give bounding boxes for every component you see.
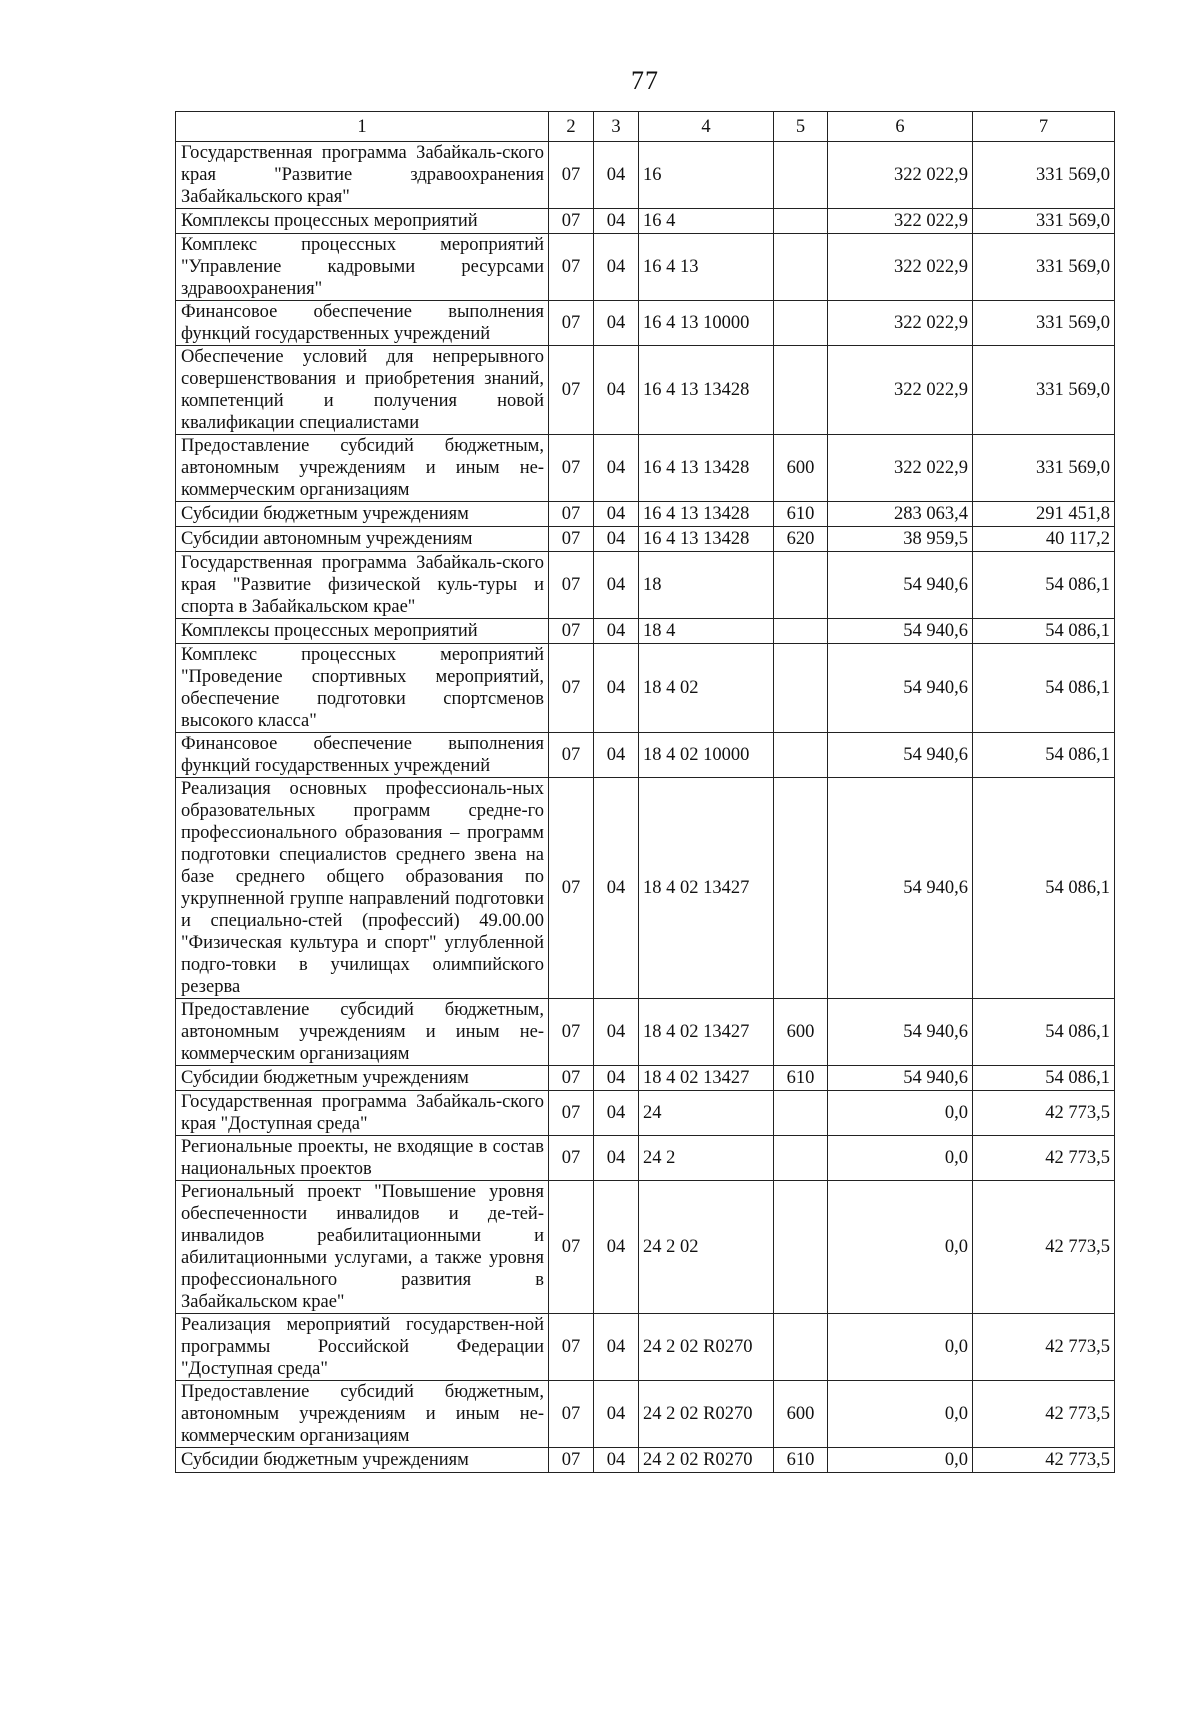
subsection-code: 04 xyxy=(594,301,639,346)
item-name: Субсидии бюджетным учреждениям xyxy=(176,1066,549,1091)
amount-column-6: 0,0 xyxy=(828,1181,973,1314)
target-article-code: 18 4 02 13427 xyxy=(639,1066,774,1091)
item-name: Финансовое обеспечение выполнения функций государственных учреждений xyxy=(176,301,549,346)
column-header-6: 6 xyxy=(828,112,973,142)
section-code: 07 xyxy=(549,644,594,733)
expense-type-code: 610 xyxy=(774,502,828,527)
column-header-5: 5 xyxy=(774,112,828,142)
section-code: 07 xyxy=(549,209,594,234)
amount-column-7: 42 773,5 xyxy=(973,1091,1115,1136)
section-code: 07 xyxy=(549,301,594,346)
item-name: Реализация основных профессиональ-ных образовательных программ средне-го профессионального образования – программ подготовки специалистов среднего звена на базе среднего общего образования по укрупненной группе направлений подготовки и специально-стей (профессий) 49.00.00 "Физическая культура и спорт" углубленной подго-товки в училищах олимпийского резерва xyxy=(176,778,549,999)
target-article-code: 18 4 02 13427 xyxy=(639,999,774,1066)
subsection-code: 04 xyxy=(594,346,639,435)
section-code: 07 xyxy=(549,1066,594,1091)
subsection-code: 04 xyxy=(594,733,639,778)
table-row xyxy=(176,234,1115,301)
amount-column-7: 331 569,0 xyxy=(973,435,1115,502)
amount-column-7: 42 773,5 xyxy=(973,1136,1115,1181)
target-article-code: 16 4 13 13428 xyxy=(639,527,774,552)
amount-column-7: 331 569,0 xyxy=(973,346,1115,435)
column-header-7: 7 xyxy=(973,112,1115,142)
subsection-code: 04 xyxy=(594,1136,639,1181)
amount-column-7: 331 569,0 xyxy=(973,209,1115,234)
column-header-4: 4 xyxy=(639,112,774,142)
amount-column-7: 42 773,5 xyxy=(973,1181,1115,1314)
table-row xyxy=(176,733,1115,778)
expense-type-code xyxy=(774,619,828,644)
subsection-code: 04 xyxy=(594,142,639,209)
expense-type-code: 620 xyxy=(774,527,828,552)
table-row xyxy=(176,209,1115,234)
section-code: 07 xyxy=(549,1181,594,1314)
table-row xyxy=(176,1136,1115,1181)
target-article-code: 18 xyxy=(639,552,774,619)
expense-type-code xyxy=(774,1091,828,1136)
section-code: 07 xyxy=(549,1136,594,1181)
amount-column-7: 331 569,0 xyxy=(973,234,1115,301)
expense-type-code: 600 xyxy=(774,1381,828,1448)
expense-type-code: 610 xyxy=(774,1066,828,1091)
expense-type-code xyxy=(774,552,828,619)
target-article-code: 16 xyxy=(639,142,774,209)
header-row xyxy=(176,112,1115,142)
expense-type-code xyxy=(774,234,828,301)
expense-type-code xyxy=(774,778,828,999)
section-code: 07 xyxy=(549,733,594,778)
target-article-code: 18 4 02 13427 xyxy=(639,778,774,999)
target-article-code: 24 2 02 R0270 xyxy=(639,1314,774,1381)
amount-column-6: 283 063,4 xyxy=(828,502,973,527)
expense-type-code xyxy=(774,1314,828,1381)
target-article-code: 16 4 13 xyxy=(639,234,774,301)
table-row xyxy=(176,1448,1115,1473)
expense-type-code xyxy=(774,644,828,733)
amount-column-6: 322 022,9 xyxy=(828,301,973,346)
item-name: Комплекс процессных мероприятий "Проведение спортивных мероприятий, обеспечение подготовки спортсменов высокого класса" xyxy=(176,644,549,733)
table-body xyxy=(176,142,1115,1473)
item-name: Субсидии бюджетным учреждениям xyxy=(176,1448,549,1473)
item-name: Региональные проекты, не входящие в состав национальных проектов xyxy=(176,1136,549,1181)
table-row xyxy=(176,1066,1115,1091)
amount-column-6: 0,0 xyxy=(828,1381,973,1448)
amount-column-6: 0,0 xyxy=(828,1448,973,1473)
table-row xyxy=(176,1314,1115,1381)
section-code: 07 xyxy=(549,142,594,209)
subsection-code: 04 xyxy=(594,527,639,552)
item-name: Государственная программа Забайкаль-ского края "Доступная среда" xyxy=(176,1091,549,1136)
page-number: 77 xyxy=(631,66,659,95)
target-article-code: 18 4 xyxy=(639,619,774,644)
subsection-code: 04 xyxy=(594,1181,639,1314)
expense-type-code xyxy=(774,1181,828,1314)
amount-column-7: 42 773,5 xyxy=(973,1381,1115,1448)
subsection-code: 04 xyxy=(594,619,639,644)
amount-column-6: 54 940,6 xyxy=(828,552,973,619)
table-row xyxy=(176,619,1115,644)
item-name: Предоставление субсидий бюджетным, автономным учреждениям и иным не-коммерческим организациям xyxy=(176,999,549,1066)
section-code: 07 xyxy=(549,1381,594,1448)
item-name: Комплекс процессных мероприятий "Управление кадровыми ресурсами здравоохранения" xyxy=(176,234,549,301)
table-row xyxy=(176,778,1115,999)
amount-column-7: 54 086,1 xyxy=(973,552,1115,619)
section-code: 07 xyxy=(549,619,594,644)
amount-column-6: 322 022,9 xyxy=(828,435,973,502)
item-name: Реализация мероприятий государствен-ной программы Российской Федерации "Доступная среда" xyxy=(176,1314,549,1381)
target-article-code: 16 4 13 10000 xyxy=(639,301,774,346)
budget-table xyxy=(175,111,1115,1473)
item-name: Предоставление субсидий бюджетным, автономным учреждениям и иным не-коммерческим организациям xyxy=(176,435,549,502)
subsection-code: 04 xyxy=(594,1381,639,1448)
amount-column-7: 54 086,1 xyxy=(973,644,1115,733)
column-header-1: 1 xyxy=(176,112,549,142)
table-row xyxy=(176,999,1115,1066)
amount-column-7: 54 086,1 xyxy=(973,733,1115,778)
target-article-code: 16 4 13 13428 xyxy=(639,435,774,502)
table-header xyxy=(176,112,1115,142)
target-article-code: 24 2 02 R0270 xyxy=(639,1381,774,1448)
section-code: 07 xyxy=(549,1091,594,1136)
subsection-code: 04 xyxy=(594,999,639,1066)
item-name: Обеспечение условий для непрерывного совершенствования и приобретения знаний, компетенций и получения новой квалификации специалистами xyxy=(176,346,549,435)
target-article-code: 16 4 13 13428 xyxy=(639,346,774,435)
item-name: Региональный проект "Повышение уровня обеспеченности инвалидов и де-тей-инвалидов реабилитационными и абилитационными услугами, а также уровня профессионального развития в Забайкальском крае" xyxy=(176,1181,549,1314)
item-name: Государственная программа Забайкаль-ского края "Развитие здравоохранения Забайкальского края" xyxy=(176,142,549,209)
amount-column-7: 54 086,1 xyxy=(973,1066,1115,1091)
subsection-code: 04 xyxy=(594,1091,639,1136)
target-article-code: 18 4 02 xyxy=(639,644,774,733)
expense-type-code xyxy=(774,301,828,346)
amount-column-7: 42 773,5 xyxy=(973,1448,1115,1473)
amount-column-7: 40 117,2 xyxy=(973,527,1115,552)
table-row xyxy=(176,552,1115,619)
expense-type-code: 610 xyxy=(774,1448,828,1473)
subsection-code: 04 xyxy=(594,435,639,502)
table-row xyxy=(176,301,1115,346)
target-article-code: 16 4 13 13428 xyxy=(639,502,774,527)
amount-column-6: 54 940,6 xyxy=(828,733,973,778)
expense-type-code xyxy=(774,142,828,209)
amount-column-7: 331 569,0 xyxy=(973,301,1115,346)
section-code: 07 xyxy=(549,552,594,619)
amount-column-7: 54 086,1 xyxy=(973,619,1115,644)
section-code: 07 xyxy=(549,778,594,999)
amount-column-6: 322 022,9 xyxy=(828,142,973,209)
amount-column-6: 322 022,9 xyxy=(828,209,973,234)
amount-column-6: 54 940,6 xyxy=(828,999,973,1066)
section-code: 07 xyxy=(549,1314,594,1381)
amount-column-6: 54 940,6 xyxy=(828,1066,973,1091)
table-row xyxy=(176,1181,1115,1314)
table-row xyxy=(176,1381,1115,1448)
amount-column-7: 42 773,5 xyxy=(973,1314,1115,1381)
target-article-code: 24 2 02 xyxy=(639,1181,774,1314)
table-row xyxy=(176,644,1115,733)
subsection-code: 04 xyxy=(594,552,639,619)
section-code: 07 xyxy=(549,527,594,552)
expense-type-code: 600 xyxy=(774,999,828,1066)
item-name: Субсидии бюджетным учреждениям xyxy=(176,502,549,527)
table-row xyxy=(176,346,1115,435)
item-name: Комплексы процессных мероприятий xyxy=(176,619,549,644)
amount-column-6: 54 940,6 xyxy=(828,778,973,999)
item-name: Субсидии автономным учреждениям xyxy=(176,527,549,552)
column-header-3: 3 xyxy=(594,112,639,142)
item-name: Предоставление субсидий бюджетным, автономным учреждениям и иным не-коммерческим организациям xyxy=(176,1381,549,1448)
amount-column-6: 0,0 xyxy=(828,1136,973,1181)
subsection-code: 04 xyxy=(594,502,639,527)
section-code: 07 xyxy=(549,1448,594,1473)
subsection-code: 04 xyxy=(594,778,639,999)
amount-column-6: 38 959,5 xyxy=(828,527,973,552)
target-article-code: 18 4 02 10000 xyxy=(639,733,774,778)
section-code: 07 xyxy=(549,502,594,527)
table-row xyxy=(176,142,1115,209)
target-article-code: 24 2 xyxy=(639,1136,774,1181)
target-article-code: 24 xyxy=(639,1091,774,1136)
expense-type-code xyxy=(774,733,828,778)
subsection-code: 04 xyxy=(594,1066,639,1091)
expense-type-code xyxy=(774,209,828,234)
column-header-2: 2 xyxy=(549,112,594,142)
subsection-code: 04 xyxy=(594,644,639,733)
target-article-code: 16 4 xyxy=(639,209,774,234)
subsection-code: 04 xyxy=(594,1314,639,1381)
subsection-code: 04 xyxy=(594,209,639,234)
table-row xyxy=(176,435,1115,502)
target-article-code: 24 2 02 R0270 xyxy=(639,1448,774,1473)
expense-type-code xyxy=(774,1136,828,1181)
amount-column-6: 322 022,9 xyxy=(828,346,973,435)
item-name: Государственная программа Забайкаль-ского края "Развитие физической куль-туры и спорта в Забайкальском крае" xyxy=(176,552,549,619)
amount-column-7: 291 451,8 xyxy=(973,502,1115,527)
subsection-code: 04 xyxy=(594,1448,639,1473)
expense-type-code xyxy=(774,346,828,435)
amount-column-6: 54 940,6 xyxy=(828,644,973,733)
section-code: 07 xyxy=(549,999,594,1066)
amount-column-6: 322 022,9 xyxy=(828,234,973,301)
section-code: 07 xyxy=(549,435,594,502)
amount-column-7: 54 086,1 xyxy=(973,778,1115,999)
amount-column-6: 0,0 xyxy=(828,1314,973,1381)
subsection-code: 04 xyxy=(594,234,639,301)
amount-column-7: 331 569,0 xyxy=(973,142,1115,209)
table-row xyxy=(176,1091,1115,1136)
item-name: Комплексы процессных мероприятий xyxy=(176,209,549,234)
section-code: 07 xyxy=(549,234,594,301)
amount-column-6: 0,0 xyxy=(828,1091,973,1136)
table-row xyxy=(176,502,1115,527)
amount-column-7: 54 086,1 xyxy=(973,999,1115,1066)
item-name: Финансовое обеспечение выполнения функций государственных учреждений xyxy=(176,733,549,778)
expense-type-code: 600 xyxy=(774,435,828,502)
section-code: 07 xyxy=(549,346,594,435)
amount-column-6: 54 940,6 xyxy=(828,619,973,644)
table-row xyxy=(176,527,1115,552)
